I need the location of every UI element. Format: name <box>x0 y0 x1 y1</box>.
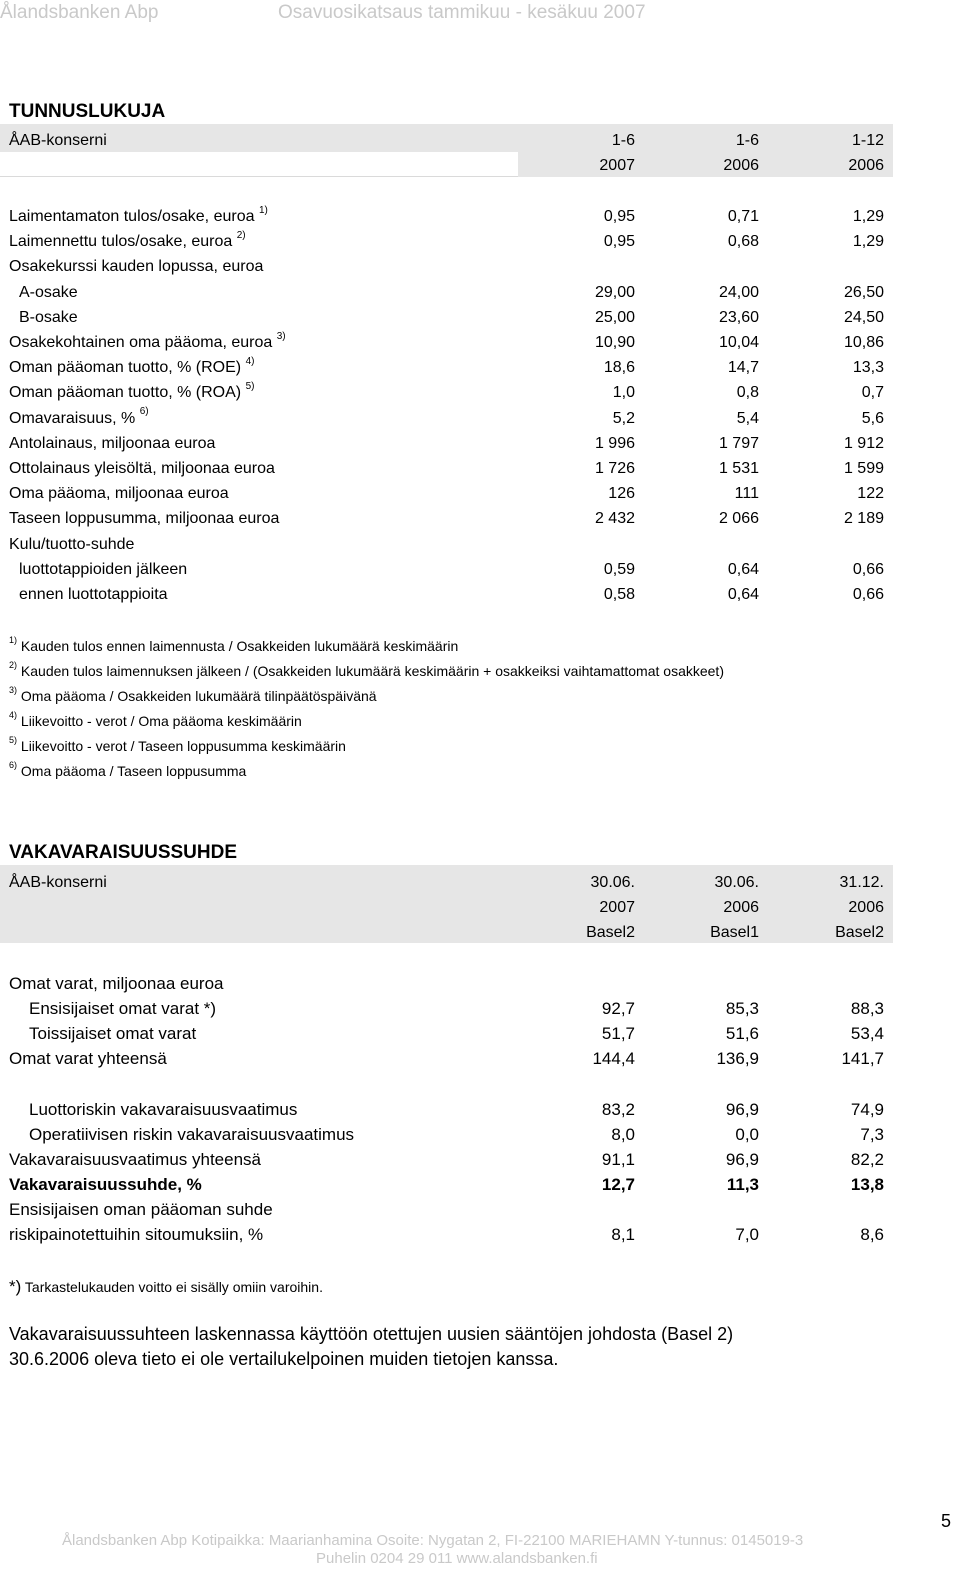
kpi-group-label: ÅAB-konserni <box>9 132 107 149</box>
kpi-row <box>0 355 900 380</box>
kpi-row <box>0 406 900 431</box>
capital-value-col2: 96,9 <box>725 1100 759 1119</box>
kpi-value-col1: 0,95 <box>603 208 635 225</box>
kpi-row-label-text: Taseen loppusumma, miljoonaa euroa <box>9 510 280 528</box>
kpi-header-years <box>0 153 900 178</box>
kpi-value-col2: 5,4 <box>736 409 759 427</box>
capital-row <box>0 996 900 1021</box>
capital-row <box>0 1097 900 1122</box>
kpi-value-col2: 24,00 <box>718 283 759 301</box>
kpi-value-col1: 0,95 <box>603 233 635 251</box>
kpi-value-col3: 10,86 <box>843 334 884 351</box>
capital-value-col3: 53,4 <box>850 1024 884 1043</box>
capital-row-label: Ensisijaisen oman pääoman suhde <box>9 1200 273 1219</box>
capital-row <box>0 1147 900 1172</box>
capital-value-col3: 82,2 <box>850 1150 884 1169</box>
kpi-row-label <box>19 557 187 582</box>
capital-value-col1: 51,7 <box>601 1024 635 1043</box>
capital-row <box>0 1046 900 1071</box>
footnote-mark: 6) <box>9 760 18 771</box>
capital-value-col1: 92,7 <box>601 999 635 1018</box>
kpi-year-2: 2006 <box>723 157 759 174</box>
kpi-row <box>0 532 900 557</box>
kpi-value-col2: 0,64 <box>727 560 759 578</box>
footnote-mark: 5) <box>9 735 18 746</box>
kpi-row-label <box>9 406 149 431</box>
capital-group-label: ÅAB-konserni <box>9 874 107 891</box>
capital-header-basis <box>0 920 900 945</box>
kpi-row-label-text: Osakekohtainen oma pääoma, euroa <box>9 334 273 351</box>
capital-value-col1: 91,1 <box>601 1150 635 1169</box>
kpi-period-3: 1-12 <box>851 132 884 149</box>
kpi-row-label <box>9 456 275 481</box>
capital-value-col2: 0,0 <box>735 1125 759 1144</box>
kpi-row-label <box>9 481 229 506</box>
footnote-mark: 2) <box>9 660 18 671</box>
capital-year-1: 2007 <box>599 899 635 916</box>
kpi-value-col3: 0,7 <box>861 384 884 402</box>
capital-note <box>9 1277 323 1297</box>
capital-row-label: Vakavaraisuusvaatimus yhteensä <box>9 1150 261 1169</box>
kpi-row-label-text: Kulu/tuotto-suhde <box>9 535 135 553</box>
kpi-row-label <box>9 506 279 531</box>
kpi-row <box>0 431 900 456</box>
page-number: 5 <box>941 1511 952 1531</box>
capital-basis-1: Basel2 <box>586 924 635 941</box>
capital-date-3: 31.12. <box>839 874 884 891</box>
kpi-value-col2: 0,68 <box>727 233 759 251</box>
kpi-value-col3: 13,3 <box>852 359 884 377</box>
kpi-value-col3: 24,50 <box>843 308 884 326</box>
kpi-year-3: 2006 <box>848 157 884 174</box>
capital-value-col2: 85,3 <box>725 999 759 1018</box>
capital-row-label: Omat varat yhteensä <box>9 1049 167 1068</box>
kpi-value-col1: 0,59 <box>603 560 635 578</box>
kpi-row <box>0 506 900 531</box>
kpi-value-col3: 1,29 <box>852 208 884 225</box>
kpi-row-label-text: B-osake <box>19 308 78 326</box>
kpi-row <box>0 330 900 355</box>
kpi-row-label <box>19 280 78 305</box>
footnote-mark: 4) <box>9 710 18 721</box>
kpi-value-col2: 0,64 <box>727 586 759 603</box>
kpi-row-label <box>9 254 263 279</box>
kpi-value-col1: 18,6 <box>603 359 635 377</box>
kpi-value-col1: 2 432 <box>594 510 635 528</box>
footnote-mark: 6) <box>139 406 149 418</box>
capital-value-col2: 11,3 <box>726 1175 759 1194</box>
kpi-row-label-text: Oma pääoma, miljoonaa euroa <box>9 485 229 503</box>
kpi-value-col1: 1 726 <box>594 460 635 477</box>
kpi-row <box>0 456 900 481</box>
kpi-row-label <box>9 204 268 229</box>
kpi-row <box>0 204 900 229</box>
kpi-value-col3: 1 599 <box>843 460 884 477</box>
capital-date-2: 30.06. <box>714 874 759 891</box>
capital-header-years <box>0 895 900 920</box>
capital-row-label: Luottoriskin vakavaraisuusvaatimus <box>29 1100 298 1119</box>
kpi-row-label-text: Antolainaus, miljoonaa euroa <box>9 434 216 452</box>
footnote-text: Kauden tulos ennen laimennusta / Osakkeiden lukumäärä keskimäärin <box>20 638 459 654</box>
kpi-row <box>0 280 900 305</box>
capital-row <box>0 1172 900 1197</box>
footnote <box>9 660 724 679</box>
footnote-text: Liikevoitto - verot / Oma pääoma keskimäärin <box>20 713 302 729</box>
kpi-value-col1: 1,0 <box>612 384 635 402</box>
footer-contact: Puhelin 0204 29 011 www.alandsbanken.fi <box>316 1550 598 1567</box>
kpi-value-col1: 0,58 <box>603 586 635 603</box>
capital-value-col2: 51,6 <box>725 1024 759 1043</box>
kpi-row <box>0 582 900 607</box>
footer-company-info: Ålandsbanken Abp Kotipaikka: Maarianhamina Osoite: Nygatan 2, FI-22100 MARIEHAMN Y-tunnus: 0145019-3 <box>62 1532 804 1549</box>
footnote <box>9 735 346 754</box>
kpi-row <box>0 557 900 582</box>
capital-value-col1: 144,4 <box>592 1049 635 1068</box>
footnote-text: Liikevoitto - verot / Taseen loppusumma keskimäärin <box>20 738 346 754</box>
capital-value-col2: 136,9 <box>716 1049 759 1068</box>
capital-value-col3: 88,3 <box>850 999 884 1018</box>
kpi-value-col2: 1 797 <box>718 434 759 452</box>
kpi-value-col2: 0,71 <box>727 208 759 225</box>
capital-row <box>0 1222 900 1247</box>
kpi-row-label <box>19 305 78 330</box>
kpi-row <box>0 254 900 279</box>
capital-row <box>0 971 900 996</box>
footnote-mark: 4) <box>245 355 255 367</box>
kpi-row-label-text: Ottolainaus yleisöltä, miljoonaa euroa <box>9 460 275 477</box>
footnote-mark: 3) <box>9 685 18 696</box>
capital-row-label: Operatiivisen riskin vakavaraisuusvaatimus <box>29 1125 355 1144</box>
capital-value-col3: 74,9 <box>850 1100 884 1119</box>
capital-year-3: 2006 <box>848 899 884 916</box>
capital-row-label: Toissijaiset omat varat <box>29 1024 197 1043</box>
kpi-row-label-text: Laimennettu tulos/osake, euroa <box>9 233 233 251</box>
capital-row-label: Ensisijaiset omat varat *) <box>29 999 217 1018</box>
kpi-row-label <box>9 532 134 557</box>
capital-value-col1: 83,2 <box>601 1100 635 1119</box>
kpi-value-col1: 126 <box>608 485 635 503</box>
footnote-text: Kauden tulos laimennuksen jälkeen / (Osakkeiden lukumäärä keskimäärin + osakkeiksi vaihtamattomat osakkeet) <box>20 663 724 679</box>
kpi-row-label-text: A-osake <box>19 283 78 301</box>
kpi-value-col1: 29,00 <box>594 283 635 301</box>
kpi-row-label <box>9 330 286 355</box>
footnote-text: Oma pääoma / Osakkeiden lukumäärä tilinpäätöspäivänä <box>20 688 377 704</box>
capital-paragraph-line1: Vakavaraisuussuhteen laskennassa käyttöön otettujen uusien sääntöjen johdosta (Basel 2) <box>9 1324 734 1344</box>
kpi-row-label-text: luottotappioiden jälkeen <box>19 560 188 578</box>
kpi-row-label-text: Oman pääoman tuotto, % (ROA) <box>9 384 242 402</box>
kpi-row-label-text: Osakekurssi kauden lopussa, euroa <box>9 258 264 276</box>
kpi-value-col1: 5,2 <box>612 409 635 427</box>
kpi-value-col2: 23,60 <box>718 308 759 326</box>
capital-basis-2: Basel1 <box>710 924 759 941</box>
kpi-value-col1: 25,00 <box>594 308 635 326</box>
kpi-value-col1: 10,90 <box>594 334 635 351</box>
kpi-value-col2: 111 <box>734 485 759 503</box>
kpi-period-2: 1-6 <box>735 132 759 149</box>
capital-header-dates <box>0 870 900 895</box>
footnote <box>9 635 459 654</box>
kpi-value-col3: 2 189 <box>843 510 884 528</box>
capital-row-label: Vakavaraisuussuhde, % <box>9 1175 202 1194</box>
footnote-mark: 2) <box>236 229 246 241</box>
capital-value-col3: 13,8 <box>850 1175 884 1194</box>
capital-value-col1: 8,1 <box>611 1225 635 1244</box>
capital-row-label: Omat varat, miljoonaa euroa <box>9 974 224 993</box>
kpi-value-col2: 10,04 <box>718 334 759 351</box>
capital-row-label: riskipainotettuihin sitoumuksiin, % <box>9 1225 264 1244</box>
kpi-value-col3: 122 <box>857 485 884 503</box>
kpi-row <box>0 380 900 405</box>
kpi-value-col3: 0,66 <box>852 560 884 578</box>
capital-value-col3: 141,7 <box>841 1049 884 1068</box>
capital-note-mark: *) <box>9 1277 22 1296</box>
kpi-row <box>0 229 900 254</box>
kpi-value-col3: 26,50 <box>843 283 884 301</box>
kpi-value-col3: 5,6 <box>861 409 884 427</box>
capital-date-1: 30.06. <box>590 874 635 891</box>
kpi-value-col2: 2 066 <box>718 510 759 528</box>
kpi-row-label <box>9 229 246 254</box>
capital-paragraph-line2: 30.6.2006 oleva tieto ei ole vertailukelpoinen muiden tietojen kanssa. <box>9 1349 559 1369</box>
footnote-mark: 1) <box>9 635 18 646</box>
capital-row <box>0 1197 900 1222</box>
kpi-value-col2: 0,8 <box>736 384 759 402</box>
kpi-section-title: TUNNUSLUKUJA <box>9 101 166 122</box>
header-report-title: Osavuosikatsaus tammikuu - kesäkuu 2007 <box>278 2 646 23</box>
capital-note-text: Tarkastelukauden voitto ei sisälly omiin varoihin. <box>24 1279 323 1295</box>
kpi-row-label-text: Omavaraisuus, % <box>9 409 136 427</box>
kpi-row-label-text: ennen luottotappioita <box>19 586 168 603</box>
footnote <box>9 760 247 779</box>
capital-basis-3: Basel2 <box>835 924 884 941</box>
kpi-value-col2: 14,7 <box>727 359 759 377</box>
footnote-mark: 5) <box>245 381 255 393</box>
kpi-row-label-text: Laimentamaton tulos/osake, euroa <box>9 208 255 225</box>
capital-row <box>0 1021 900 1046</box>
kpi-value-col3: 0,66 <box>852 586 884 603</box>
footnote-mark: 3) <box>276 330 286 342</box>
kpi-row <box>0 481 900 506</box>
kpi-row-label <box>9 355 254 380</box>
footnote <box>9 710 302 729</box>
kpi-row-label <box>19 582 168 607</box>
kpi-row-label-text: Oman pääoman tuotto, % (ROE) <box>9 359 242 377</box>
capital-value-col1: 8,0 <box>611 1125 635 1144</box>
kpi-value-col3: 1 912 <box>843 434 884 452</box>
capital-row <box>0 1122 900 1147</box>
kpi-period-1: 1-6 <box>611 132 635 149</box>
kpi-value-col1: 1 996 <box>594 434 635 452</box>
kpi-row <box>0 305 900 330</box>
footnote-text: Oma pääoma / Taseen loppusumma <box>20 763 247 779</box>
capital-value-col2: 7,0 <box>735 1225 759 1244</box>
kpi-value-col2: 1 531 <box>718 460 759 477</box>
capital-value-col2: 96,9 <box>725 1150 759 1169</box>
capital-value-col1: 12,7 <box>601 1175 635 1194</box>
capital-value-col3: 7,3 <box>860 1125 884 1144</box>
capital-value-col3: 8,6 <box>860 1225 884 1244</box>
kpi-value-col3: 1,29 <box>852 233 884 251</box>
kpi-row-label <box>9 380 254 405</box>
kpi-row-label <box>9 431 215 456</box>
footnote <box>9 685 377 704</box>
capital-section-title: VAKAVARAISUUSSUHDE <box>9 842 238 863</box>
kpi-year-1: 2007 <box>599 157 635 174</box>
capital-year-2: 2006 <box>723 899 759 916</box>
header-bank-name: Ålandsbanken Abp <box>0 2 159 23</box>
footnote-mark: 1) <box>258 204 268 216</box>
kpi-header-periods <box>0 128 900 153</box>
